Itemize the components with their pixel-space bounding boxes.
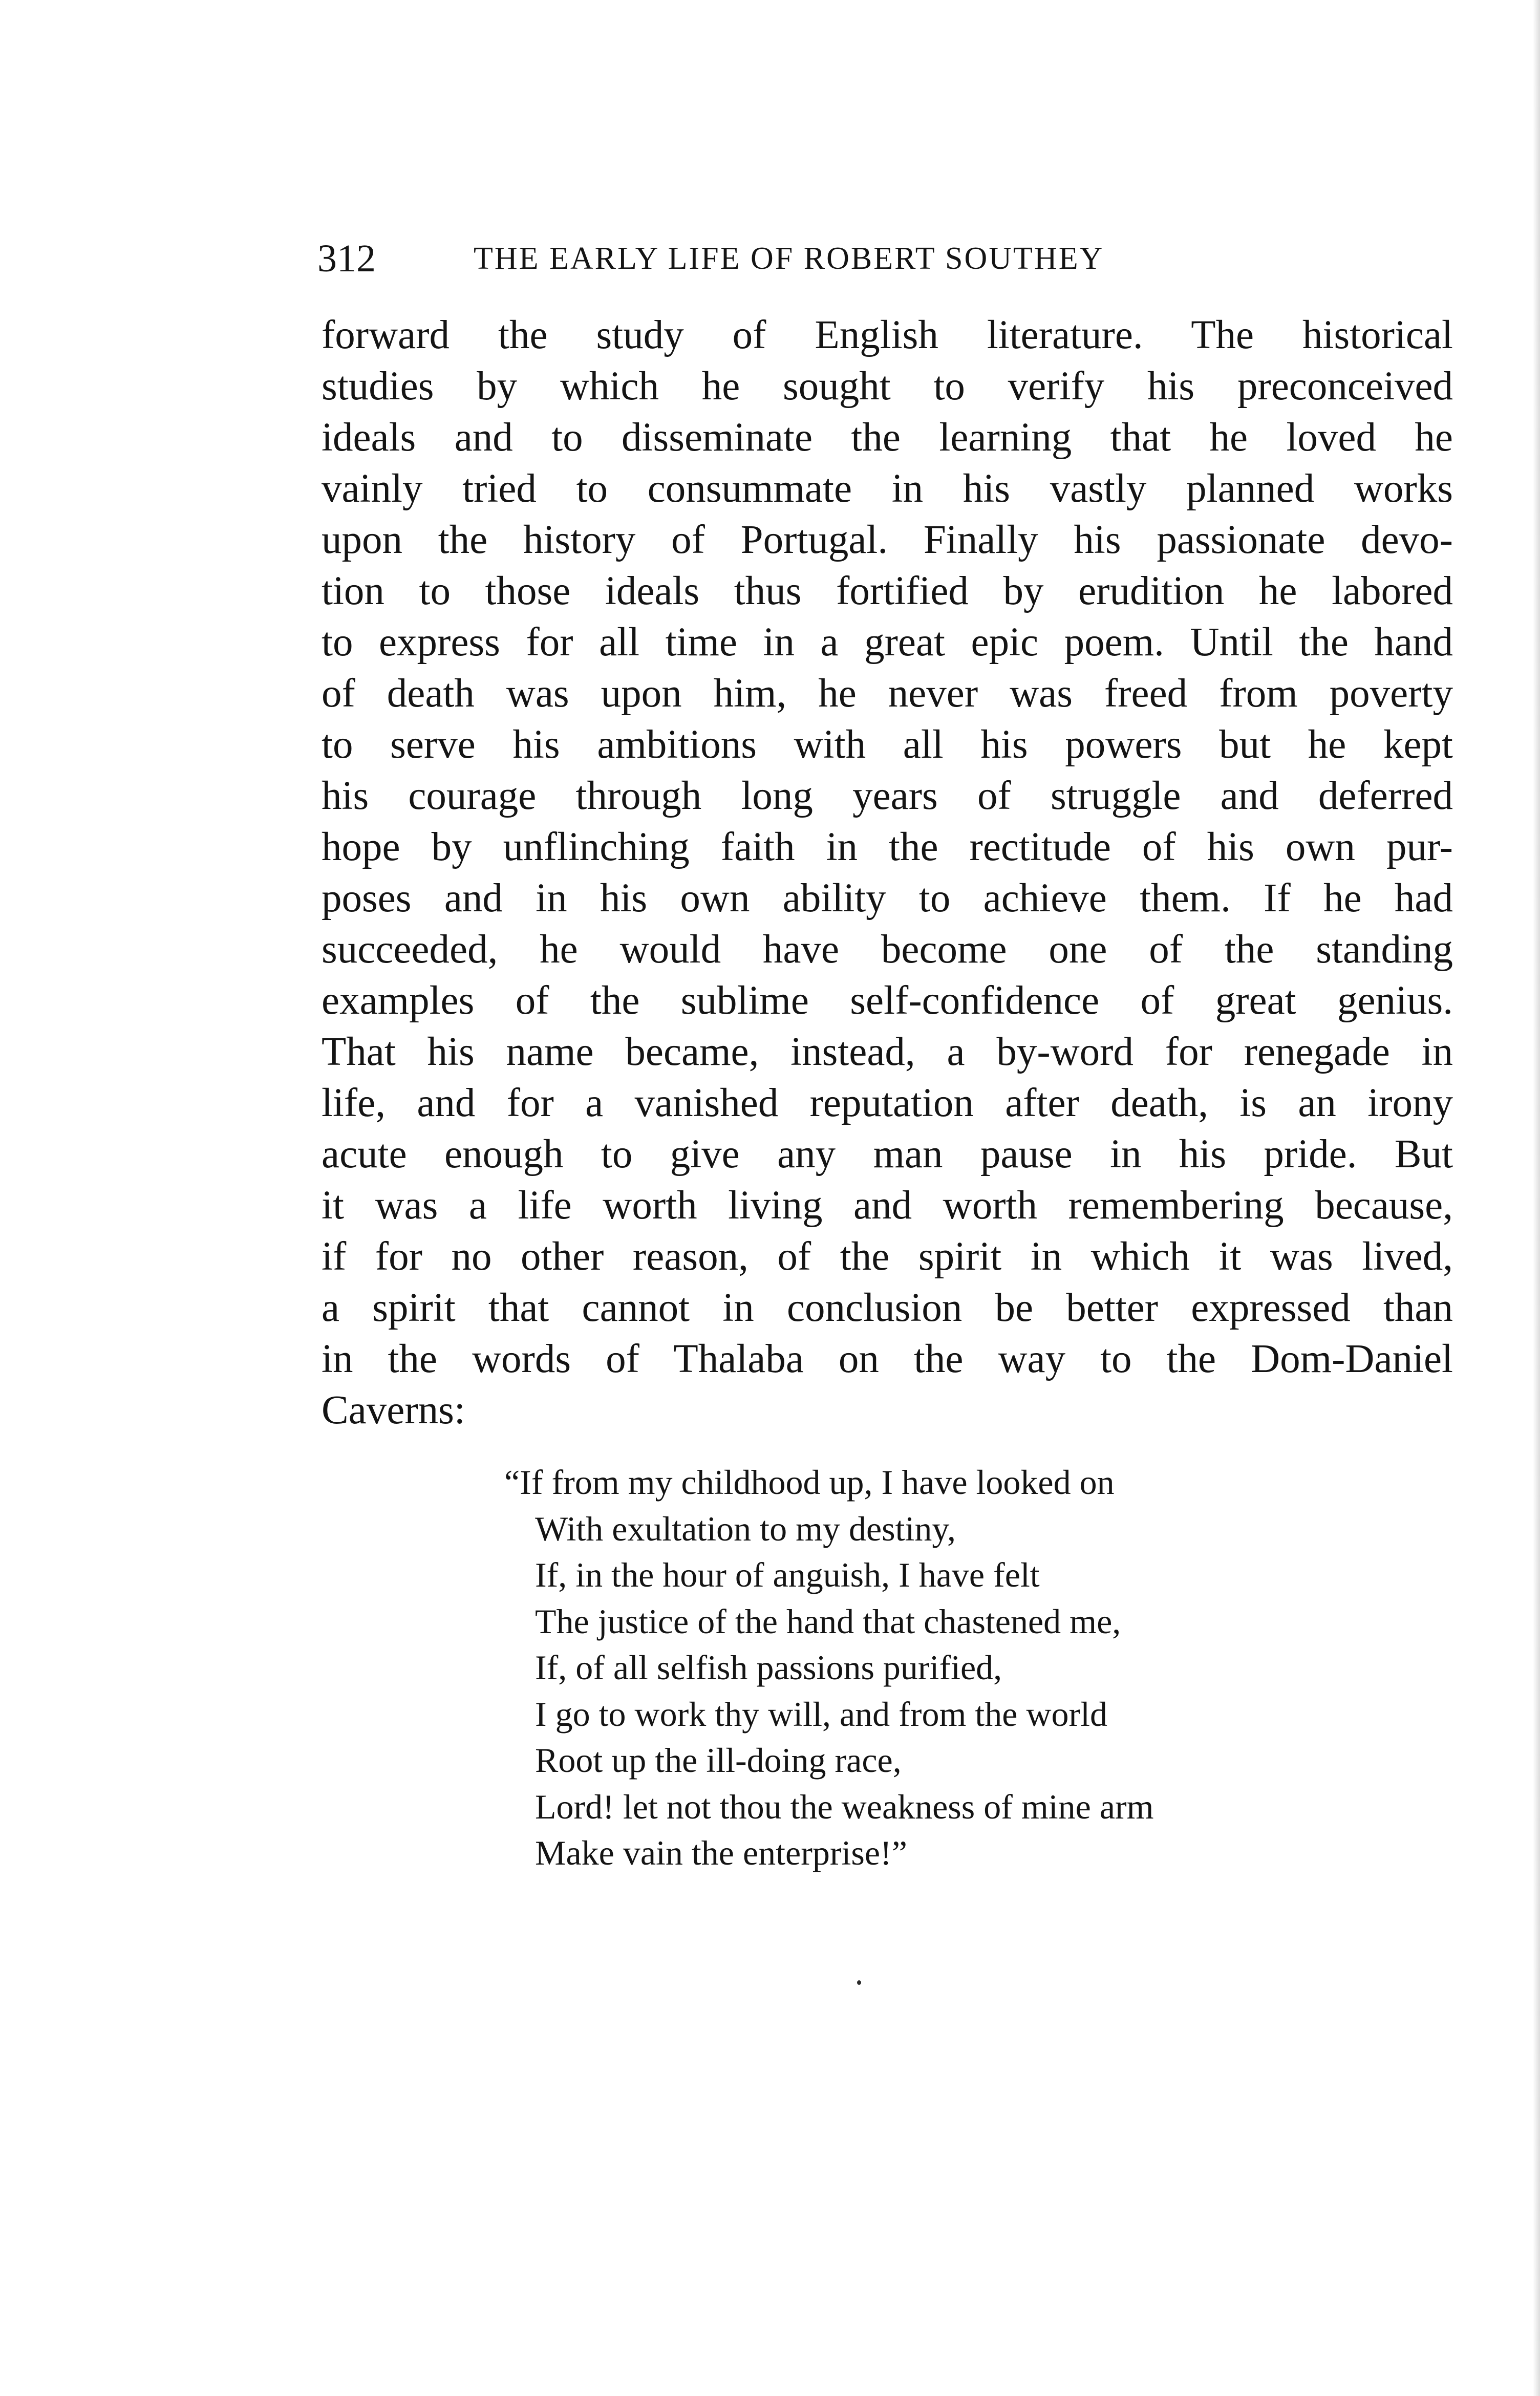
body-line: Caverns: <box>322 1388 465 1432</box>
body-line: vainly tried to consummate in his vastly planned works <box>322 466 1453 511</box>
body-line: forward the study of English literature. The historical <box>322 313 1453 357</box>
page-edge-shadow <box>1533 0 1540 2396</box>
verse-line: Root up the ill-doing race, <box>535 1741 902 1780</box>
body-line: to express for all time in a great epic poem. Until the hand <box>322 620 1453 665</box>
body-line: poses and in his own ability to achieve them. If he had <box>322 876 1453 921</box>
body-line: of death was upon him, he never was freed from poverty <box>322 671 1453 716</box>
body-line: ideals and to disseminate the learning that he loved he <box>322 415 1453 460</box>
body-line: it was a life worth living and worth remembering because, <box>322 1183 1453 1228</box>
body-line: his courage through long years of struggle and deferred <box>322 774 1453 818</box>
verse-line: If, of all selfish passions purified, <box>535 1648 1002 1687</box>
page-number: 312 <box>317 237 376 280</box>
body-line: in the words of Thalaba on the way to the Dom-Daniel <box>322 1337 1453 1381</box>
running-head-title: THE EARLY LIFE OF ROBERT SOUTHEY <box>474 241 1104 276</box>
verse-line: Make vain the enterprise!” <box>535 1833 907 1872</box>
verse-line: “If from my childhood up, I have looked on <box>504 1463 1115 1502</box>
body-line: life, and for a vanished reputation after death, is an irony <box>322 1081 1453 1125</box>
body-line: studies by which he sought to verify his preconceived <box>322 364 1453 409</box>
body-line: upon the history of Portugal. Finally his passionate devo- <box>322 518 1453 562</box>
body-line: a spirit that cannot in conclusion be better expressed than <box>322 1286 1453 1330</box>
body-line: acute enough to give any man pause in his pride. But <box>322 1132 1453 1176</box>
body-line: tion to those ideals thus fortified by erudition he labored <box>322 569 1453 613</box>
verse-line: With exultation to my destiny, <box>535 1509 956 1548</box>
verse-line: Lord! let not thou the weakness of mine arm <box>535 1787 1154 1826</box>
body-line: hope by unflinching faith in the rectitude of his own pur- <box>322 825 1453 869</box>
body-line: if for no other reason, of the spirit in which it was lived, <box>322 1234 1453 1279</box>
page-header <box>317 233 1362 284</box>
verse-line: The justice of the hand that chastened me, <box>535 1601 1121 1641</box>
verse-line: If, in the hour of anguish, I have felt <box>535 1555 1040 1594</box>
body-paragraph <box>322 310 1453 1436</box>
body-line: examples of the sublime self-confidence of great genius. <box>322 978 1453 1023</box>
ink-speck <box>857 1980 861 1985</box>
body-line: succeeded, he would have become one of the standing <box>322 927 1453 972</box>
body-line: That his name became, instead, a by-word for renegade in <box>322 1030 1453 1074</box>
body-line: to serve his ambitions with all his powers but he kept <box>322 722 1453 767</box>
verse-quotation <box>504 1459 1323 1876</box>
verse-line: I go to work thy will, and from the world <box>535 1694 1108 1734</box>
